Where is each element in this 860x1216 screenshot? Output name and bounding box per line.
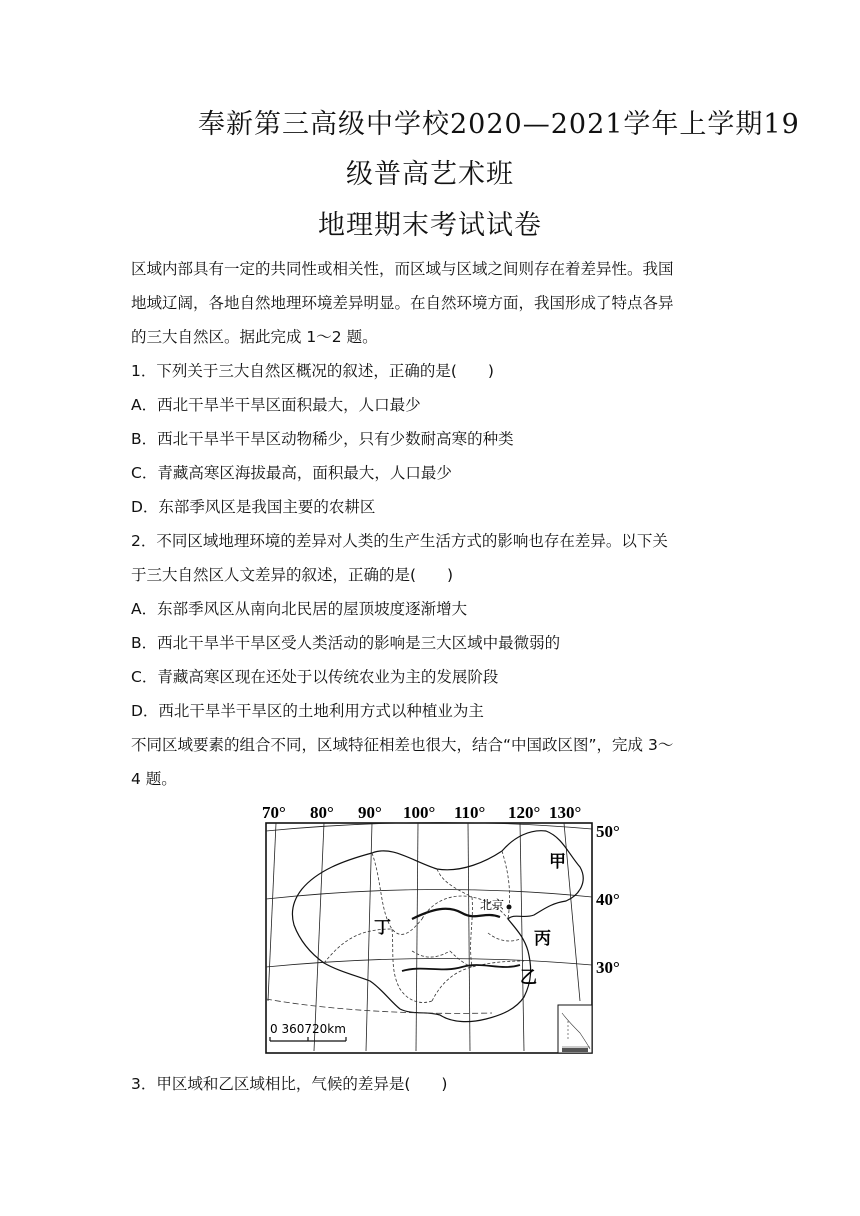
south-sea-inset [558,1005,592,1053]
river [402,965,520,971]
lat-label-50: 50° [596,822,620,841]
q2-option-b: B．西北干旱半干旱区受人类活动的影响是三大区域中最微弱的 [131,634,561,652]
q1-option-c: C．青藏高寒区海拔最高，面积最大，人口最少 [131,464,452,482]
intro2-line1: 不同区域要素的组合不同，区域特征相差也很大，结合“中国政区图”，完成 3～ [131,736,674,754]
intro1-line2: 地域辽阔，各地自然地理环境差异明显。在自然环境方面，我国形成了特点各异 [131,294,674,312]
beijing-marker [507,905,512,910]
lon-label-70: 70° [262,803,286,822]
region-label-bing: 丙 [534,929,551,948]
q2-option-a: A．东部季风区从南向北民居的屋顶坡度逐渐增大 [131,600,468,618]
lon-label-80: 80° [310,803,334,822]
lon-label-100: 100° [403,803,436,822]
boundary-dashed-line [266,999,492,1013]
region-label-jia: 甲 [549,852,566,871]
intro2-line2: 4 题。 [131,770,177,788]
beijing-label: 北京 [480,898,505,912]
exam-title-line2: 级普高艺术班 [346,159,514,190]
region-label-ding: 丁 [374,918,391,937]
lon-label-90: 90° [358,803,382,822]
province-boundaries [324,851,524,1003]
exam-title-line1: 奉新第三高级中学校2020—2021学年上学期19 [198,109,800,140]
lat-label-40: 40° [596,890,620,909]
intro1-line1: 区域内部具有一定的共同性或相关性，而区域与区域之间则存在着差异性。我国 [131,260,674,278]
lon-label-130: 130° [549,803,582,822]
q1-stem: 1．下列关于三大自然区概况的叙述，正确的是( ) [131,362,494,380]
q2-option-c: C．青藏高寒区现在还处于以传统农业为主的发展阶段 [131,668,499,686]
lon-label-120: 120° [508,803,541,822]
scale-bar [270,1037,346,1041]
china-outline [292,831,583,1022]
q1-option-b: B．西北干旱半干旱区动物稀少，只有少数耐高寒的种类 [131,430,514,448]
q3-stem: 3．甲区域和乙区域相比，气候的差异是( ) [131,1075,448,1093]
inset-caption-bar [562,1048,588,1052]
q1-option-d: D．东部季风区是我国主要的农耕区 [131,498,376,516]
china-political-map [262,801,622,1056]
lon-label-110: 110° [454,803,486,822]
scale-label: 0 360720km [270,1022,346,1036]
exam-title-line3: 地理期末考试试卷 [318,210,542,241]
q1-option-a: A．西北干旱半干旱区面积最大，人口最少 [131,396,421,414]
q2-option-d: D．西北干旱半干旱区的土地利用方式以种植业为主 [131,702,484,720]
q2-stem-line2: 于三大自然区人文差异的叙述，正确的是( ) [131,566,454,584]
q2-stem-line1: 2．不同区域地理环境的差异对人类的生产生活方式的影响也存在差异。以下关 [131,532,668,550]
lat-label-30: 30° [596,958,620,977]
intro1-line3: 的三大自然区。据此完成 1～2 题。 [131,328,378,346]
region-label-yi: 乙 [520,968,537,987]
